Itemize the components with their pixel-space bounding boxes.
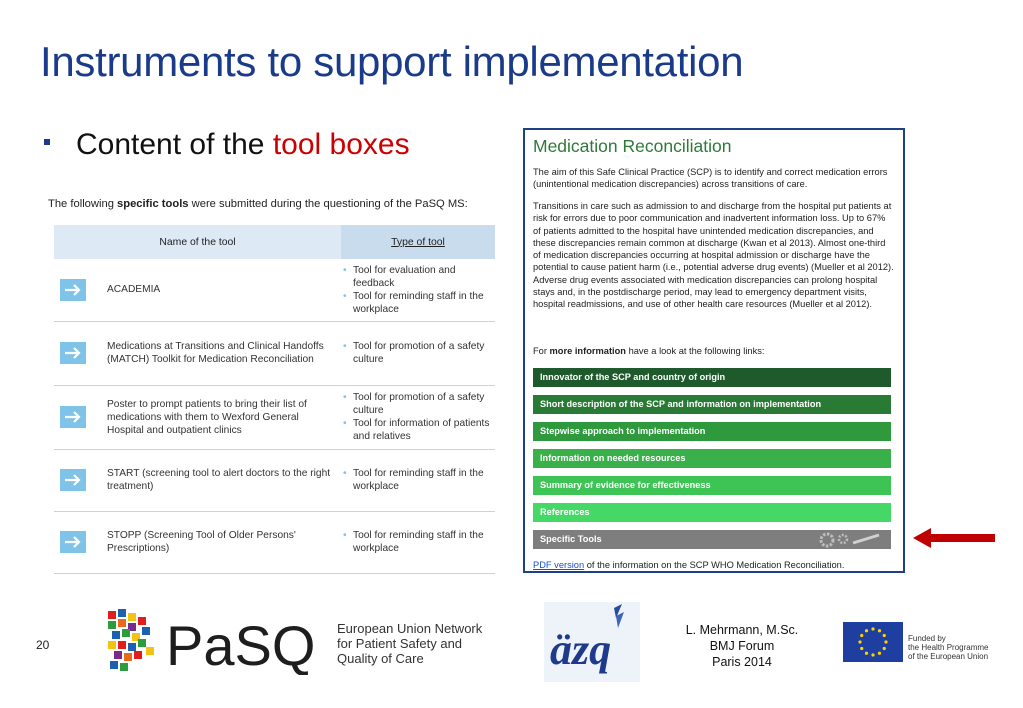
pasq-line2: for Patient Safety and [337,636,463,651]
page-number: 20 [36,638,50,652]
panel-para-aim: The aim of this Safe Clinical Practice (SCP) is to identify and correct medication errors (unintentional medication discrepancies) across transitions of care. [533,167,888,190]
panel-link-3[interactable] [533,449,891,468]
panel-link-label: Information on needed resources [540,453,686,463]
table-header-row [54,225,495,259]
panel-title: Medication Reconciliation [533,136,732,156]
pasq-logo-text: PaSQ [166,614,316,675]
eu-line2: the Health Programme [908,643,989,652]
table-caption [48,198,468,210]
tool-type-item: • Tool for information of patients and relatives [353,417,491,443]
arrow-cell [54,259,95,321]
tool-name: Poster to prompt patients to bring their list of medications with them to Wexford General Hospital and outpatient clinics [95,385,341,449]
arrow-right-icon[interactable] [60,531,86,553]
eu-funding-text [908,634,988,661]
slide-title: Instruments to support implementation [40,38,744,85]
table-row [54,321,495,385]
panel-link-2[interactable] [533,422,891,441]
tools-table [54,225,495,574]
arrow-right-icon[interactable] [60,469,86,491]
arrow-cell [54,385,95,449]
pdf-line [533,560,844,570]
bullet-highlight: tool boxes [272,128,410,161]
header-name: Name of the tool [54,225,341,259]
tool-type-item: • Tool for evaluation and feedback [353,264,491,290]
panel-link-label: Summary of evidence for effectiveness [540,480,711,490]
panel-link-0[interactable] [533,368,891,387]
red-arrow-left-icon [913,525,995,551]
credit-place: Paris 2014 [712,655,772,669]
arrow-right-icon[interactable] [60,406,86,428]
medication-reconciliation-panel [523,128,905,573]
eu-line1: Funded by [908,634,946,643]
tool-type-item: • Tool for reminding staff in the workplace [353,467,491,493]
bullet-content [44,128,410,162]
panel-link-label: Stepwise approach to implementation [540,426,706,436]
pasq-line3: Quality of Care [337,651,424,666]
arrow-right-icon[interactable] [60,342,86,364]
bullet-square-icon [44,139,50,145]
panel-link-label: References [540,507,590,517]
azq-logo-text: äzq [550,625,612,674]
table-row [54,385,495,449]
arrow-cell [54,321,95,385]
arrow-cell [54,511,95,573]
azq-logo [544,602,640,682]
tool-type-item: • Tool for promotion of a safety culture [353,340,491,366]
panel-more-info [533,345,895,357]
panel-link-5[interactable] [533,503,891,522]
pasq-description [337,621,482,666]
arrow-right-icon[interactable] [60,279,86,301]
pasq-mosaic-icon [108,609,154,671]
credit-author: L. Mehrmann, M.Sc. [685,623,799,637]
panel-para-transitions: Transitions in care such as admission to and discharge from the hospital put patients at risk for errors due to poor communication and inadvertent information loss. Up to 67% of patients admitted to the hospital have unintended medication discrepancies, and these discrepancies remain common at discharge (Kwan et al 2013). Almost one-third of medication discrepancies occurring at hospital admission or discharge have the potential to cause patient harm (i.e., potential adverse drug events) (Mueller et al 2012). Adverse drug events associated with medication discrepancies can prolong hospital stays and, in the postdischarge period, may lead to emergency department visits, hospital readmissions, and use of other health care resources (Mueller et al 2012). [533,201,894,310]
eu-line3: of the European Union [908,652,989,661]
credit-event: BMJ Forum [709,639,775,653]
more-bold: more information [549,346,626,356]
pasq-line1: European Union Network [337,621,483,636]
tool-type-item: • Tool for reminding staff in the workplace [353,290,491,316]
more-post: have a look at the following links: [625,346,765,356]
panel-link-label: Short description of the SCP and information on implementation [540,399,822,409]
tool-types [341,449,495,511]
pasq-logo [106,607,328,675]
credit-block [674,622,810,670]
panel-link-6[interactable] [533,530,891,549]
tool-name: STOPP (Screening Tool of Older Persons' Prescriptions) [95,511,341,573]
panel-link-label: Specific Tools [540,534,602,544]
tool-types [341,259,495,321]
table-row [54,259,495,321]
bullet-prefix: Content of the [76,128,273,161]
caption-pre: The following [48,198,118,210]
tool-type-item: • Tool for promotion of a safety culture [353,391,491,417]
tool-name: Medications at Transitions and Clinical Handoffs (MATCH) Toolkit for Medication Reconciliation [95,321,341,385]
tool-types [341,385,495,449]
tool-name: START (screening tool to alert doctors to the right treatment) [95,449,341,511]
caption-bold: specific tools [117,198,189,210]
panel-link-label: Innovator of the SCP and country of origin [540,372,726,382]
panel-link-4[interactable] [533,476,891,495]
pdf-post: of the information on the SCP WHO Medication Reconciliation. [584,560,845,570]
table-row [54,511,495,573]
panel-link-1[interactable] [533,395,891,414]
tool-name: ACADEMIA [95,259,341,321]
header-type[interactable]: Type of tool [341,225,495,259]
gear-icon [813,531,885,548]
tool-types [341,321,495,385]
arrow-cell [54,449,95,511]
more-pre: For [533,346,550,356]
eu-flag-icon [843,622,903,662]
tool-type-item: • Tool for reminding staff in the workplace [353,529,491,555]
caption-post: were submitted during the questioning of the PaSQ MS: [188,198,468,210]
tool-types [341,511,495,573]
pdf-version-link[interactable]: PDF version [533,560,585,570]
table-row [54,449,495,511]
